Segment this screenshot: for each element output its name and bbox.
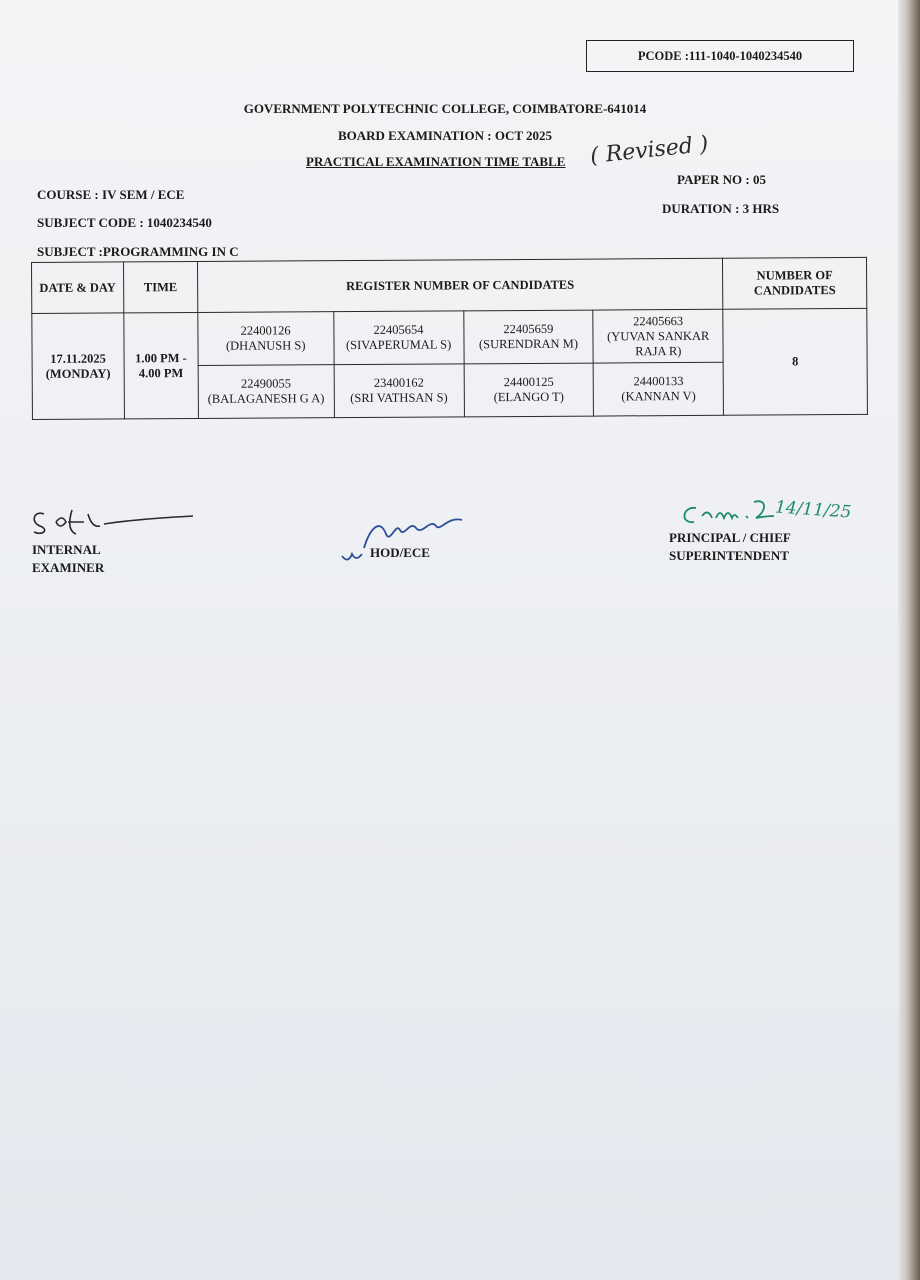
register-number: 22405654 (373, 322, 424, 337)
header-register-numbers: REGISTER NUMBER OF CANDIDATES (197, 258, 723, 312)
candidate-cell (464, 363, 594, 417)
internal-examiner-signature (28, 500, 198, 540)
page-edge-shadow (898, 0, 920, 1280)
hod-label: HOD/ECE (370, 545, 430, 560)
pcode-box (586, 40, 854, 72)
candidate-cell (334, 364, 464, 418)
pcode-text: PCODE :111-1040-1040234540 (637, 48, 803, 63)
internal-examiner-label (32, 541, 104, 577)
candidate-name: (SRI VATHSAN S) (350, 390, 448, 406)
register-number: 22400126 (240, 323, 291, 338)
college-name: GOVERNMENT POLYTECHNIC COLLEGE, COIMBATORE-641014 (243, 101, 647, 116)
table-header-row (32, 257, 867, 313)
subject-code-label: SUBJECT CODE : 1040234540 (37, 215, 212, 230)
register-number: 24400125 (503, 374, 554, 390)
header-time: TIME (123, 261, 197, 312)
candidate-cell (198, 365, 334, 419)
exam-day: (MONDAY) (45, 366, 111, 381)
candidate-name: (KANNAN V) (621, 388, 696, 404)
time-cell (124, 312, 199, 418)
duration-label: DURATION : 3 HRS (662, 201, 780, 216)
candidate-cell (463, 310, 593, 364)
course-label: COURSE : IV SEM / ECE (37, 187, 185, 202)
principal-signature-date: 14/11/25 (774, 497, 852, 523)
register-number: 23400162 (373, 375, 424, 390)
header-date-day: DATE & DAY (32, 262, 124, 314)
candidate-cell (593, 309, 723, 363)
candidate-count: 8 (723, 308, 867, 415)
candidate-name: (SURENDRAN M) (478, 336, 579, 352)
date-cell (32, 313, 125, 420)
subject-label: SUBJECT :PROGRAMMING IN C (37, 244, 239, 259)
candidate-name: (DHANUSH S) (225, 338, 306, 353)
timetable-title: PRACTICAL EXAMINATION TIME TABLE (306, 154, 566, 169)
candidate-name: (SIVAPERUMAL S) (345, 337, 452, 353)
internal-label-line1: INTERNAL (32, 542, 101, 557)
time-end: 4.00 PM (138, 365, 184, 380)
principal-label-line1: PRINCIPAL / CHIEF (669, 530, 791, 545)
exam-date: 17.11.2025 (50, 351, 106, 366)
candidate-cell (594, 362, 724, 416)
register-number: 24400133 (633, 374, 684, 389)
candidate-cell (333, 311, 463, 365)
candidate-cell (198, 312, 334, 366)
exam-name: BOARD EXAMINATION : OCT 2025 (337, 128, 553, 143)
handwritten-revised-note: ( Revised ) (589, 131, 710, 170)
candidate-name: (ELANGO T) (493, 389, 564, 405)
principal-label-line2: SUPERINTENDENT (669, 548, 789, 563)
register-number: 22405663 (633, 313, 684, 328)
candidate-name: (BALAGANESH G A) (207, 391, 325, 406)
header-number-of-candidates: NUMBER OF CANDIDATES (723, 257, 867, 309)
paper-no-label: PAPER NO : 05 (677, 172, 766, 187)
timetable-table (31, 257, 868, 420)
register-number: 22405659 (503, 321, 554, 337)
internal-label-line2: EXAMINER (32, 560, 105, 575)
principal-label (669, 529, 791, 565)
table-row (32, 308, 867, 366)
candidate-name: (YUVAN SANKAR RAJA R) (607, 328, 710, 358)
time-start: 1.00 PM - (135, 350, 187, 365)
register-number: 22490055 (240, 376, 292, 391)
